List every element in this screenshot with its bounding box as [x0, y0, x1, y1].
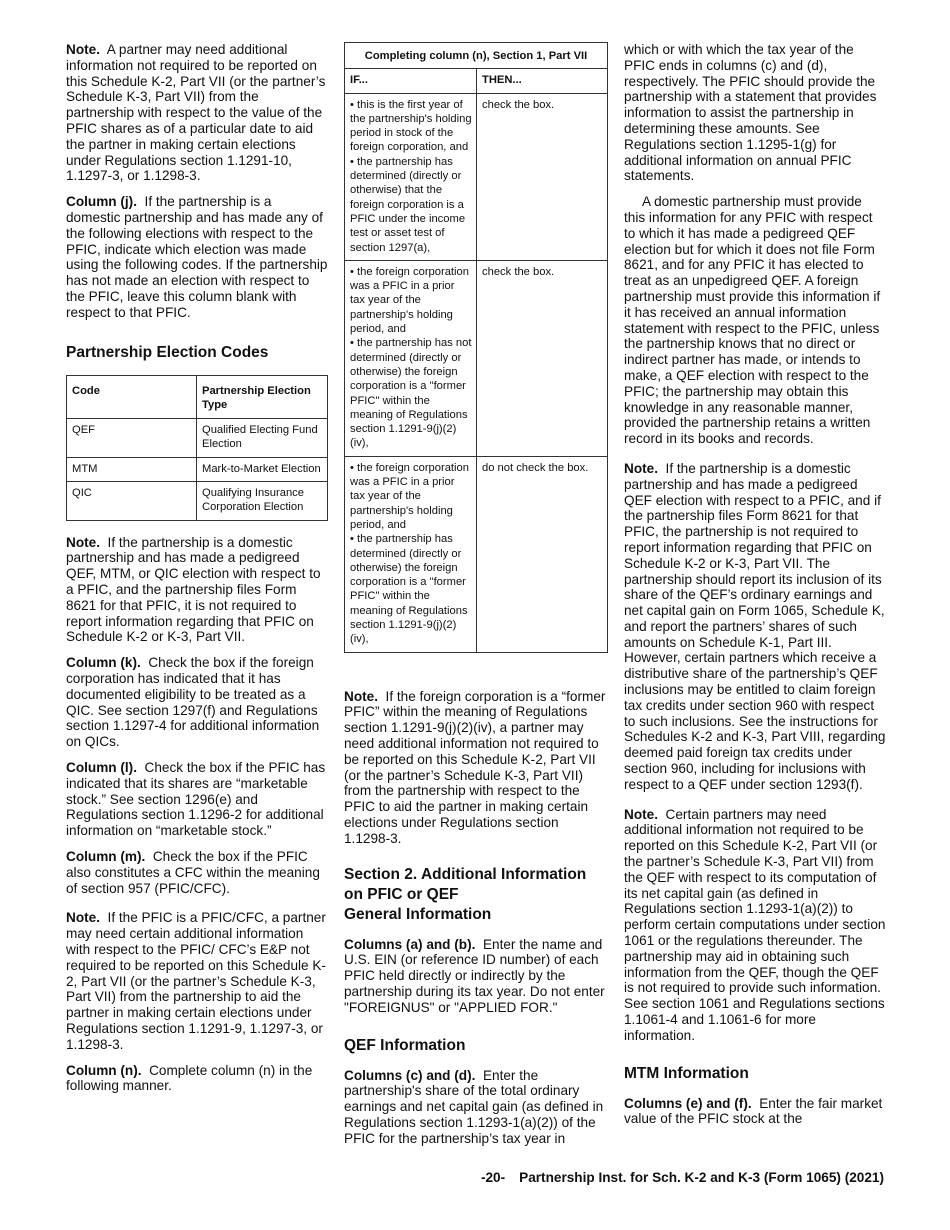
- column-m-text: Check the box if the PFIC also constitutes a CFC within the meaning of section 957 (PFIC/CFC).: [66, 848, 320, 896]
- note-paragraph: [66, 910, 328, 1052]
- if-line: • the partnership has determined (directly or otherwise) that the foreign corporation is a PFIC under the income test or asset test of section 1297(a),: [350, 155, 466, 254]
- column-l-paragraph: [66, 760, 328, 839]
- column-k-text: Check the box if the foreign corporation has indicated that it has documented eligibility to be treated as a QIC. See section 1297(f) and Regulations section 1.1297-4 for additional information on QICs.: [66, 655, 320, 750]
- columns-ef-label: Columns (e) and (f).: [624, 1095, 752, 1111]
- body-paragraph: which or with which the tax year of the PFIC ends in columns (c) and (d), respectively. The PFIC should provide the partnership with a statement that provides information to assist the partnership in determining these amounts. See Regulations section 1.1295-1(g) for additional information on annual PFIC statements.: [624, 42, 877, 184]
- table-cell: QEF: [67, 419, 197, 458]
- header-cell: Partnership Election Type: [197, 375, 328, 419]
- note-label: Note.: [66, 42, 100, 57]
- table-row: [67, 419, 328, 458]
- note-text: If the partnership is a domestic partnership and has made a pedigreed QEF election with respect to a PFIC, and if the partnership files Form 8621 for that PFIC, the partnership is not required to report information regarding that PFIC on Schedule K-2 or K-3, Part VII. The partnership should report its inclusion of its share of the QEF’s ordinary earnings and net capital gain on Form 1065, Schedule K, and report the partners’ shares of such amounts on Schedule K-1, Part III. However, certain partners which receive a distributive share of the partnership’s QEF inclusions may be entitled to claim foreign tax credits under section 960 with respect to such inclusions. See the instructions for Schedules K-2 and K-3, Part VIII, regarding deemed paid foreign tax credits under section 960, including for inclusions with respect to a QEF under section 1293(f).: [624, 460, 886, 792]
- note-label: Note.: [624, 460, 658, 476]
- general-information-heading: General Information: [344, 905, 492, 923]
- columns-cd-paragraph: [344, 1068, 608, 1147]
- column-l-label: Column (l).: [66, 759, 137, 775]
- table-cell: Qualifying Insurance Corporation Election: [197, 482, 328, 521]
- note-paragraph: [66, 535, 328, 646]
- note-text: A partner may need additional information not required to be reported on this Schedule K-2, Part VII (or the partner’s Schedule K-3, Part VII) from the partnership with respect to the value of the PFIC shares as of a particular date to aid the partner in making certain elections under Regulations section 1.1291-10, 1.1297-3, or 1.1298-3.: [66, 42, 326, 184]
- note-label: Note.: [66, 910, 100, 926]
- table-cell: QIC: [67, 482, 197, 521]
- note-label: Note.: [344, 688, 378, 704]
- columns-cd-text: Enter the partnership's share of the total ordinary earnings and net capital gain (as defined in Regulations section 1.1293-1(a)(2)) of the PFIC for the partnership’s tax year in: [344, 1067, 604, 1146]
- columns-ab-text: Enter the name and U.S. EIN (or reference ID number) of each PFIC held directly or indirectly by the partnership during its tax year. Do not enter "FOREIGNUS" or "APPLIED FOR.": [344, 936, 605, 1015]
- election-codes-table: [66, 375, 328, 521]
- if-line: • the foreign corporation was a PFIC in a prior tax year of the partnership's holding period, and: [350, 265, 469, 336]
- column-k-label: Column (k).: [66, 655, 141, 671]
- then-cell: check the box.: [477, 93, 608, 260]
- note-label: Note.: [624, 806, 658, 822]
- column-n-label: Column (n).: [66, 1062, 142, 1078]
- page-footer: [0, 1170, 884, 1185]
- note-paragraph: [624, 807, 886, 1044]
- qef-information-heading: QEF Information: [344, 1036, 466, 1054]
- column-n-paragraph: [66, 1063, 328, 1095]
- table-cell: Mark-to-Market Election: [197, 457, 328, 481]
- page-number: -20-: [480, 1170, 506, 1185]
- note-text: If the partnership is a domestic partnership and has made a pedigreed QEF, MTM, or QIC election with respect to a PFIC, and the partnership files Form 8621 for that PFIC, it is not required to report information regarding that PFIC on Schedule K-2 or K-3, Part VII.: [66, 534, 321, 645]
- note-paragraph: [66, 42, 328, 184]
- columns-ab-label: Columns (a) and (b).: [344, 936, 476, 952]
- table-row: [67, 457, 328, 481]
- column-l-text: Check the box if the PFIC has indicated that its shares are “marketable stock.” See section 1296(e) and Regulations section 1.1296-2 for additional information on “marketable stock.”: [66, 759, 326, 839]
- columns-cd-label: Columns (c) and (d).: [344, 1067, 476, 1083]
- column-n-table: [344, 42, 608, 653]
- body-paragraph: A domestic partnership must provide this information for any PFIC with respect to which it has made a pedigreed QEF election but for which it does not file Form 8621, and for any PFIC it has elected to treat as an unpedigreed QEF. A foreign partnership must provide this information if it has received an annual information statement with respect to the PFIC, unless the partnership knows that no direct or indirect partner has made, or intends to make, a QEF election with respect to the PFIC; the partnership may obtain this knowledge in any reasonable manner, provided the partnership retains a written record in its books and records.: [624, 194, 881, 447]
- column-n-text: Complete column (n) in the following manner.: [66, 1062, 313, 1094]
- table-row: [345, 456, 608, 652]
- table-row: [67, 482, 328, 521]
- columns-ef-paragraph: [624, 1096, 886, 1128]
- footer-title: Partnership Inst. for Sch. K-2 and K-3 (Form 1065) (2021): [519, 1170, 884, 1185]
- note-label: Note.: [66, 534, 100, 550]
- table-cell: MTM: [67, 457, 197, 481]
- table-caption: Completing column (n), Section 1, Part VII: [345, 43, 608, 69]
- column-m-label: Column (m).: [66, 848, 146, 864]
- left-column: [66, 42, 328, 1104]
- column-j-label: Column (j).: [66, 194, 137, 210]
- note-text: Certain partners may need additional information not required to be reported on this Schedule K-2, Part VII (or the partner’s Schedule K-3, Part VII) from the QEF with respect to its computation of its net capital gain (as defined in Regulations section 1.1293-1(a)(2)) to perform certain computations under section 1061 or the regulations thereunder. The partnership may aid in obtaining such information from the QEF, though the QEF is not required to provide such information. See section 1061 and Regulations sections 1.1061-4 and 1.1061-6 for more information.: [624, 806, 886, 1043]
- column-k-paragraph: [66, 655, 328, 750]
- header-cell: Code: [67, 375, 197, 419]
- mtm-information-heading: MTM Information: [624, 1064, 749, 1082]
- election-codes-heading: Partnership Election Codes: [66, 343, 269, 361]
- section2-heading: Section 2. Additional Information on PFIC or QEF: [344, 865, 587, 903]
- if-cell: [345, 93, 477, 260]
- if-cell: [345, 456, 477, 652]
- if-cell: [345, 260, 477, 456]
- note-paragraph: [624, 461, 886, 793]
- column-j-paragraph: [66, 194, 328, 320]
- middle-column: [344, 42, 608, 1157]
- if-line: • the partnership has determined (directly or otherwise) the foreign corporation is a "former PFIC" within the meaning of Regulations section 1.1291-9(j)(2)(iv),: [350, 533, 468, 646]
- note-paragraph: [344, 689, 608, 847]
- columns-ab-paragraph: [344, 937, 608, 1016]
- table-row: [345, 260, 608, 456]
- table-row: [345, 93, 608, 260]
- then-cell: check the box.: [477, 260, 608, 456]
- right-column: [624, 42, 886, 1137]
- if-line: • the partnership has not determined (directly or otherwise) the foreign corporation is a "former PFIC" within the meaning of Regulations section 1.1291-9(j)(2)(iv),: [350, 337, 472, 450]
- note-text: If the foreign corporation is a “former PFIC” within the meaning of Regulations section 1.1291-9(j)(2)(iv), a partner may need additional information not required to be reported on this Schedule K-2, Part VII (or the partner’s Schedule K-3, Part VII) from the partnership with respect to the PFIC to aid the partner in making certain elections under Regulations section 1.1298-3.: [344, 688, 606, 846]
- header-cell-then: THEN...: [477, 69, 608, 93]
- note-text: If the PFIC is a PFIC/CFC, a partner may need certain additional information with respect to the PFIC/ CFC’s E&P not required to be reported on this Schedule K-2, Part VII (or the partner’s Schedule K-3, Part VII) from the partnership to aid the partner in making certain elections under Regulations section 1.1291-9, 1.1297-3, or 1.1298-3.: [66, 910, 326, 1052]
- table-cell: Qualified Electing Fund Election: [197, 419, 328, 458]
- if-line: • the foreign corporation was a PFIC in a prior tax year of the partnership's holding period, and: [350, 461, 469, 531]
- if-line: • this is the first year of the partnership's holding period in stock of the foreign corporation, and: [350, 98, 472, 154]
- column-m-paragraph: [66, 849, 328, 896]
- table-header-row: [345, 69, 608, 93]
- header-cell-if: IF...: [345, 69, 477, 93]
- table-header-row: [67, 375, 328, 419]
- table-caption-row: [345, 43, 608, 69]
- then-cell: do not check the box.: [477, 456, 608, 652]
- column-j-text: If the partnership is a domestic partnership and has made any of the following elections with respect to the PFIC, indicate which election was made using the following codes. If the partnership has not made an election with respect to the PFIC, leave this column blank with respect to that PFIC.: [66, 194, 328, 320]
- columns-ef-text: Enter the fair market value of the PFIC stock at the: [624, 1095, 883, 1127]
